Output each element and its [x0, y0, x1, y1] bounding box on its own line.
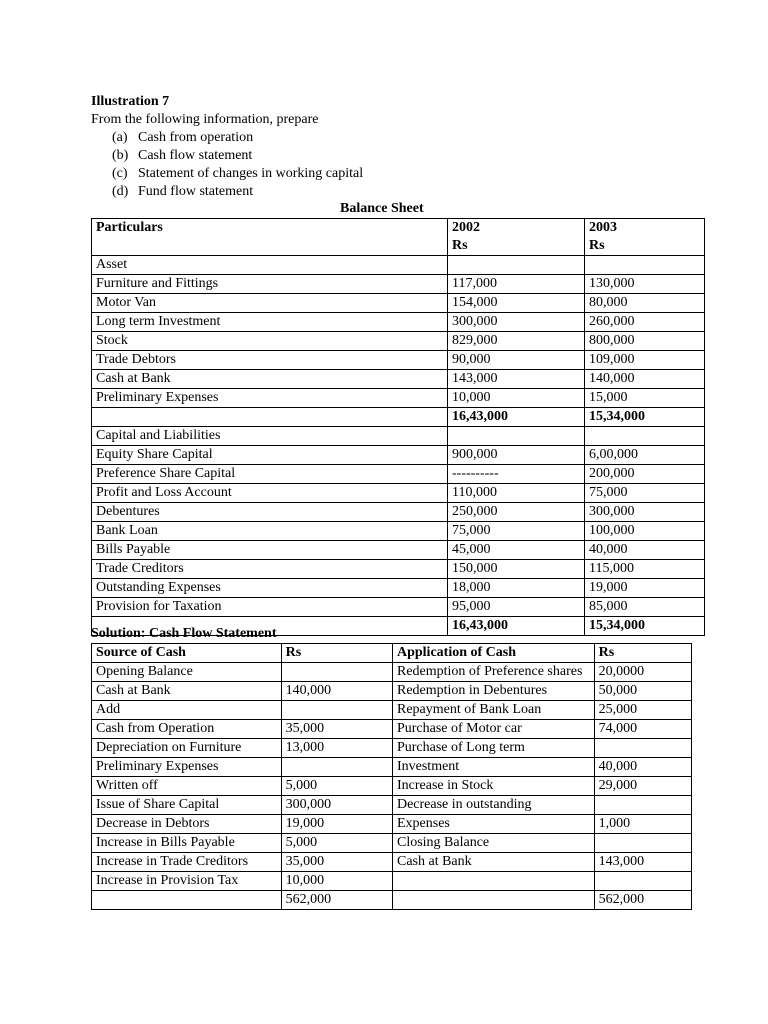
application-cell: Decrease in outstanding — [392, 796, 594, 815]
table-row — [92, 777, 692, 796]
section-row — [92, 256, 705, 275]
section-label-assets: Asset — [92, 256, 448, 275]
row-label: Outstanding Expenses — [92, 579, 448, 598]
total-2002: 16,43,000 — [448, 408, 585, 427]
source-cell: Increase in Bills Payable — [92, 834, 282, 853]
table-row — [92, 853, 692, 872]
value-2003: 800,000 — [585, 332, 705, 351]
application-cell: Closing Balance — [392, 834, 594, 853]
task-text: Cash from operation — [138, 130, 254, 145]
solution-title: Solution: Cash Flow Statement — [91, 626, 277, 641]
application-cell: Increase in Stock — [392, 777, 594, 796]
application-cell: Redemption in Debentures — [392, 682, 594, 701]
source-cell: Issue of Share Capital — [92, 796, 282, 815]
total-2003: 15,34,000 — [585, 617, 705, 636]
application-amount-cell: 1,000 — [594, 815, 691, 834]
value-2003: 85,000 — [585, 598, 705, 617]
table-row — [92, 522, 705, 541]
value-2002: 45,000 — [448, 541, 585, 560]
value-2002: 117,000 — [448, 275, 585, 294]
value-2003: 6,00,000 — [585, 446, 705, 465]
source-amount-cell: 562,000 — [281, 891, 392, 910]
source-amount-cell: 19,000 — [281, 815, 392, 834]
empty-cell — [448, 427, 585, 446]
row-label: Furniture and Fittings — [92, 275, 448, 294]
row-label: Bank Loan — [92, 522, 448, 541]
task-item — [112, 183, 363, 201]
application-cell: Purchase of Motor car — [392, 720, 594, 739]
table-row — [92, 389, 705, 408]
source-cell: Preliminary Expenses — [92, 758, 282, 777]
table-row — [92, 313, 705, 332]
row-label: Preference Share Capital — [92, 465, 448, 484]
header-2003 — [585, 219, 705, 256]
value-2002: 90,000 — [448, 351, 585, 370]
row-label: Provision for Taxation — [92, 598, 448, 617]
source-amount-cell: 5,000 — [281, 777, 392, 796]
year-2003: 2003 — [589, 220, 617, 235]
value-2003: 140,000 — [585, 370, 705, 389]
source-cell — [92, 891, 282, 910]
illustration-heading: Illustration 7 — [91, 94, 170, 109]
value-2002: 18,000 — [448, 579, 585, 598]
value-2003: 115,000 — [585, 560, 705, 579]
task-item — [112, 165, 363, 183]
source-amount-cell: 13,000 — [281, 739, 392, 758]
table-row — [92, 484, 705, 503]
application-amount-cell — [594, 796, 691, 815]
row-label: Cash at Bank — [92, 370, 448, 389]
source-amount-cell: 300,000 — [281, 796, 392, 815]
table-row — [92, 370, 705, 389]
task-item — [112, 147, 363, 165]
source-cell: Increase in Provision Tax — [92, 872, 282, 891]
value-2002: 250,000 — [448, 503, 585, 522]
total-2003: 15,34,000 — [585, 408, 705, 427]
header-application: Application of Cash — [392, 644, 594, 663]
row-label: Trade Creditors — [92, 560, 448, 579]
row-label: Debentures — [92, 503, 448, 522]
row-label: Preliminary Expenses — [92, 389, 448, 408]
table-row — [92, 275, 705, 294]
table-row — [92, 891, 692, 910]
task-marker: (a) — [112, 130, 128, 145]
source-amount-cell: 10,000 — [281, 872, 392, 891]
application-amount-cell: 29,000 — [594, 777, 691, 796]
application-amount-cell: 562,000 — [594, 891, 691, 910]
value-2002: ---------- — [448, 465, 585, 484]
source-cell: Add — [92, 701, 282, 720]
value-2002: 150,000 — [448, 560, 585, 579]
source-amount-cell: 35,000 — [281, 853, 392, 872]
row-label: Profit and Loss Account — [92, 484, 448, 503]
row-label: Equity Share Capital — [92, 446, 448, 465]
value-2003: 200,000 — [585, 465, 705, 484]
value-2003: 300,000 — [585, 503, 705, 522]
table-row — [92, 598, 705, 617]
table-row — [92, 872, 692, 891]
source-amount-cell: 35,000 — [281, 720, 392, 739]
value-2002: 154,000 — [448, 294, 585, 313]
balance-sheet-title: Balance Sheet — [340, 201, 424, 216]
value-2003: 40,000 — [585, 541, 705, 560]
table-row — [92, 332, 705, 351]
table-row — [92, 682, 692, 701]
table-header-row — [92, 219, 705, 256]
application-amount-cell — [594, 872, 691, 891]
cash-flow-table — [91, 643, 692, 910]
source-cell: Decrease in Debtors — [92, 815, 282, 834]
table-row — [92, 834, 692, 853]
empty-cell — [92, 408, 448, 427]
application-amount-cell: 143,000 — [594, 853, 691, 872]
value-2002: 95,000 — [448, 598, 585, 617]
value-2003: 80,000 — [585, 294, 705, 313]
table-row — [92, 541, 705, 560]
application-cell — [392, 872, 594, 891]
row-label: Long term Investment — [92, 313, 448, 332]
value-2002: 143,000 — [448, 370, 585, 389]
table-row — [92, 503, 705, 522]
application-amount-cell — [594, 834, 691, 853]
source-amount-cell — [281, 758, 392, 777]
application-amount-cell — [594, 739, 691, 758]
application-amount-cell: 25,000 — [594, 701, 691, 720]
task-list — [112, 129, 363, 201]
section-label-liabilities: Capital and Liabilities — [92, 427, 448, 446]
task-item — [112, 129, 363, 147]
intro-text: From the following information, prepare — [91, 112, 319, 127]
value-2003: 260,000 — [585, 313, 705, 332]
application-cell: Redemption of Preference shares — [392, 663, 594, 682]
total-2002: 16,43,000 — [448, 617, 585, 636]
application-cell: Repayment of Bank Loan — [392, 701, 594, 720]
table-row — [92, 701, 692, 720]
row-label: Trade Debtors — [92, 351, 448, 370]
application-amount-cell: 40,000 — [594, 758, 691, 777]
task-text: Cash flow statement — [138, 148, 253, 163]
application-cell: Investment — [392, 758, 594, 777]
unit-2003: Rs — [589, 238, 605, 253]
empty-cell — [585, 427, 705, 446]
header-source: Source of Cash — [92, 644, 282, 663]
source-cell: Cash from Operation — [92, 720, 282, 739]
application-cell: Expenses — [392, 815, 594, 834]
source-cell: Increase in Trade Creditors — [92, 853, 282, 872]
header-2002 — [448, 219, 585, 256]
source-cell: Depreciation on Furniture — [92, 739, 282, 758]
table-row — [92, 815, 692, 834]
table-row — [92, 758, 692, 777]
value-2003: 130,000 — [585, 275, 705, 294]
table-row — [92, 446, 705, 465]
value-2003: 100,000 — [585, 522, 705, 541]
row-label: Motor Van — [92, 294, 448, 313]
table-row — [92, 465, 705, 484]
value-2003: 19,000 — [585, 579, 705, 598]
application-amount-cell: 50,000 — [594, 682, 691, 701]
source-amount-cell — [281, 663, 392, 682]
value-2002: 900,000 — [448, 446, 585, 465]
balance-sheet-table — [91, 218, 705, 636]
application-cell: Purchase of Long term — [392, 739, 594, 758]
value-2002: 300,000 — [448, 313, 585, 332]
application-cell — [392, 891, 594, 910]
table-row — [92, 579, 705, 598]
task-marker: (c) — [112, 166, 128, 181]
value-2003: 15,000 — [585, 389, 705, 408]
source-cell: Written off — [92, 777, 282, 796]
year-2002: 2002 — [452, 220, 480, 235]
task-marker: (b) — [112, 148, 129, 163]
empty-cell — [585, 256, 705, 275]
source-cell: Cash at Bank — [92, 682, 282, 701]
value-2003: 109,000 — [585, 351, 705, 370]
source-cell: Opening Balance — [92, 663, 282, 682]
header-particulars: Particulars — [92, 219, 448, 256]
table-row — [92, 796, 692, 815]
row-label: Bills Payable — [92, 541, 448, 560]
source-amount-cell: 140,000 — [281, 682, 392, 701]
value-2002: 829,000 — [448, 332, 585, 351]
value-2002: 10,000 — [448, 389, 585, 408]
task-text: Statement of changes in working capital — [138, 166, 364, 181]
table-row — [92, 294, 705, 313]
table-row — [92, 663, 692, 682]
application-amount-cell: 74,000 — [594, 720, 691, 739]
total-row — [92, 408, 705, 427]
header-rs-application: Rs — [594, 644, 691, 663]
value-2003: 75,000 — [585, 484, 705, 503]
value-2002: 75,000 — [448, 522, 585, 541]
application-amount-cell: 20,0000 — [594, 663, 691, 682]
source-amount-cell — [281, 701, 392, 720]
table-row — [92, 351, 705, 370]
table-row — [92, 739, 692, 758]
table-header-row — [92, 644, 692, 663]
task-marker: (d) — [112, 184, 129, 199]
unit-2002: Rs — [452, 238, 468, 253]
empty-cell — [448, 256, 585, 275]
source-amount-cell: 5,000 — [281, 834, 392, 853]
table-row — [92, 720, 692, 739]
header-rs-source: Rs — [281, 644, 392, 663]
section-row — [92, 427, 705, 446]
application-cell: Cash at Bank — [392, 853, 594, 872]
row-label: Stock — [92, 332, 448, 351]
task-text: Fund flow statement — [138, 184, 254, 199]
value-2002: 110,000 — [448, 484, 585, 503]
table-row — [92, 560, 705, 579]
